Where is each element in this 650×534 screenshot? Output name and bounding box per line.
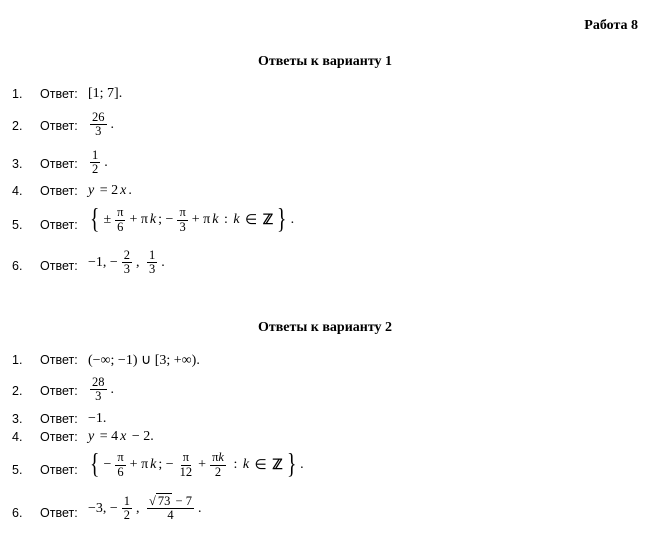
answer-number: 6. — [12, 259, 23, 273]
variant2-heading: Ответы к варианту 2 — [257, 320, 393, 335]
answer-number: 3. — [12, 412, 23, 426]
answer-label: Ответ: — [40, 506, 78, 520]
work-title: Работа 8 — [584, 18, 638, 33]
answer-formula: $\frac{26}{3}$ . — [92, 110, 114, 139]
answer-number: 1. — [12, 353, 23, 367]
answer-formula: $\frac{1}{2}$ . — [92, 148, 108, 177]
answer-number: 2. — [12, 384, 23, 398]
answer-number: 5. — [12, 218, 23, 232]
answer-label: Ответ: — [40, 119, 78, 133]
answer-number: 2. — [12, 119, 23, 133]
answer-label: Ответ: — [40, 353, 78, 367]
answer-formula: −1, − $\frac{2}{3}$ , $\frac{1}{3}$ . — [88, 248, 165, 277]
answer-number: 1. — [12, 87, 23, 101]
answer-label: Ответ: — [40, 259, 78, 273]
answer-number: 3. — [12, 157, 23, 171]
answer-formula: { ± $\frac{\pi}{6}$ + π k ; − $\frac{\pi}{3}$ + π k : k ∈ ℤ } . — [90, 204, 295, 235]
answer-number: 4. — [12, 430, 23, 444]
answer-number: 5. — [12, 463, 23, 477]
answer-formula: −1. — [88, 411, 107, 426]
answer-label: Ответ: — [40, 218, 78, 232]
answer-label: Ответ: — [40, 412, 78, 426]
answer-label: Ответ: — [40, 157, 78, 171]
answer-label: Ответ: — [40, 430, 78, 444]
answer-formula: $\frac{28}{3}$ . — [92, 375, 114, 404]
answer-formula: −3, − $\frac{1}{2}$ , $\frac{√ 73 - 7}{4}$ . — [88, 494, 202, 523]
answer-label: Ответ: — [40, 384, 78, 398]
answer-label: Ответ: — [40, 184, 78, 198]
answer-number: 4. — [12, 184, 23, 198]
answer-label: Ответ: — [40, 87, 78, 101]
variant1-heading: Ответы к варианту 1 — [257, 54, 393, 69]
answer-label: Ответ: — [40, 463, 78, 477]
answer-formula: (−∞; −1) ∪ [3; +∞). — [88, 353, 200, 368]
answer-formula: { − $\frac{\pi}{6}$ + π k ; − $\frac{\pi}{12}$ + $\frac{\pi k}{2}$ : k ∈ ℤ } . — [90, 449, 304, 480]
answer-formula: y = 4 x − 2. — [88, 429, 154, 444]
answer-formula: [1; 7]. — [88, 86, 123, 101]
answer-formula: y = 2 x . — [88, 183, 132, 198]
answer-number: 6. — [12, 506, 23, 520]
